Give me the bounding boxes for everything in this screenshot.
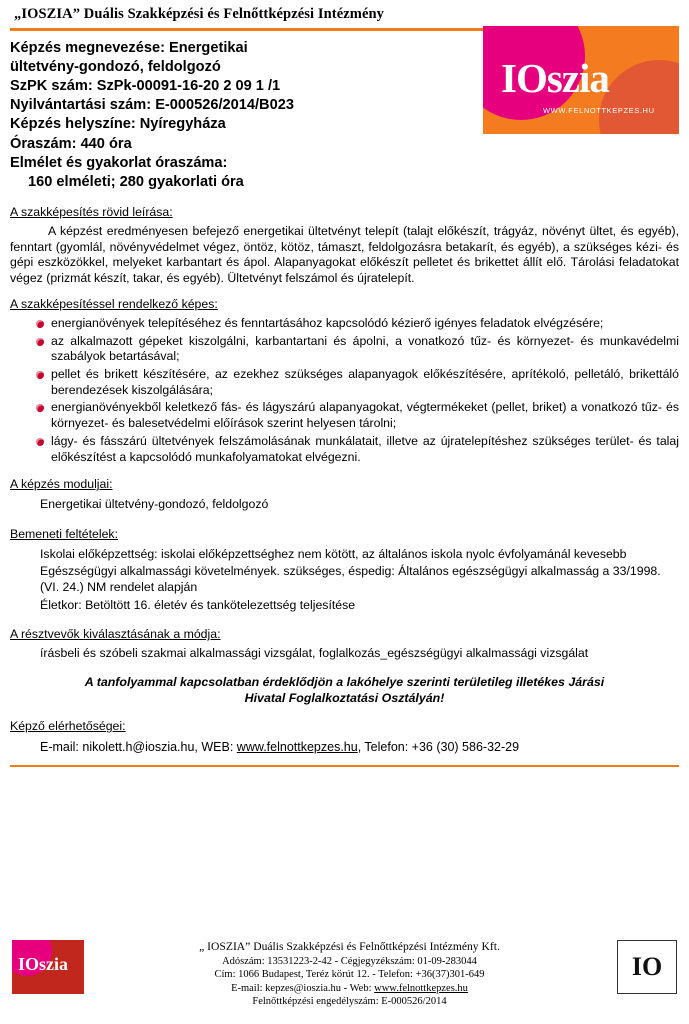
notice-line-1: A tanfolyammal kapcsolatban érdeklődjön a lakóhelye szerinti területileg illetékes Járási [84,675,605,690]
competence-text: energianövények telepítéséhez és fenntartásához kapcsolódó kézierő igényes feladatok elvégzésére; [51,315,604,330]
competence-text: az alkalmazott gépeket kiszolgálni, karbantartani és ápolni, a vonatkozó tűz- és környezet- és munkavédelmi szabályok betartásával; [51,333,679,364]
list-item [38,400,679,431]
footer-company-name: „ IOSZIA” Duális Szakképzési és Felnőttképzési Intézmény Kft. [199,940,500,953]
entry-condition-age: Életkor: Betöltött 16. életév és tankötelezettség teljesítése [40,597,356,612]
contact-phone-text: , Telefon: +36 (30) 586-32-29 [357,740,520,755]
footer-email-web [100,982,599,995]
competence-text: lágy- és fásszárú ültetvények felszámolásának munkálatait, illetve az újratelepítéshez szükséges terület- és talaj előkészítést a kapcsolódó munkafolyamatokat elvégezni. [51,433,679,464]
footer-email-text: E-mail: kepzes@ioszia.hu - Web: [231,982,375,994]
course-summary-block [10,39,480,192]
footer-license-number: Felnőttképzési engedélyszám: E-000526/2014 [252,996,447,1008]
list-item [38,316,679,332]
competences-list [10,316,679,466]
footer-tax-number: Adószám: 13531223-2-42 - Cégjegyzékszám: 01-09-283044 [222,955,477,967]
theory-practice-heading: Elmélet és gyakorlat óraszáma: [10,154,228,171]
selection-method-heading: A résztvevők kiválasztásának a módja: [10,627,221,642]
registration-number: Nyilvántartási szám: E-000526/2014/B023 [10,97,294,114]
competence-text: energianövényekből keletkező fás- és lágyszárú alapanyagokat, végtermékeket (pellet, briket) a vonatkozó tűz- és környezet- és balesetvédelmi előírások szerint helyesen tárolni; [51,400,679,431]
footer-io-text: IO [631,952,663,981]
document-header [10,0,679,26]
entry-conditions-heading: Bemeneti feltételek: [10,526,119,541]
entry-condition-health: Egészségügyi alkalmassági követelmények. szükséges, éspedig: Általános egészségügyi alkalmasság a 33/1998. (VI. 24.) NM rendelet alapján [40,564,661,595]
list-item [38,334,679,365]
footer-logo-wordmark: IOszia [18,954,69,974]
course-name-line-2: ültetvény-gondozó, feldolgozó [10,59,221,76]
notice-line-2: Hivatal Foglalkoztatási Osztályán! [244,691,445,706]
short-description-body: A képzést eredményesen befejező energetikai ültetvényt telepít (talajt előkészít, trágyáz, növényt ültet, és egyéb), fenntart (gyomlál, növényvédelmet végez, öntöz, kötöz, támaszt, feldolgozásra betakarít, és egyéb), a szükséges kézi- és gépi eszközökkel, melyeket karbantart és ápol. Alapanyagokat előkészít pelletet és brikettet állít elő. Tárolási feladatokat végez (prizmát készít, takar, és egyéb). Ültetvényt felszámol és újratelepít. [10,223,679,286]
module-item: Energetikai ültetvény-gondozó, feldolgozó [40,497,269,512]
logo-wordmark: IOszia [501,55,609,101]
footer-web-link[interactable]: www.felnottkepzes.hu [374,982,468,994]
course-name-line-1: Képzés megnevezése: Energetikai [10,40,248,56]
competences-heading: A szakképesítéssel rendelkező képes: [10,296,218,311]
short-description-text [10,224,679,287]
document-footer [10,940,679,1016]
contact-web-link[interactable]: www.felnottkepzes.hu [236,740,358,755]
footer-divider [10,765,679,767]
logo-circle-shadow [599,60,679,134]
list-item [38,434,679,465]
modules-block [10,496,679,512]
total-hours: Óraszám: 440 óra [10,135,132,152]
footer-company-info [100,940,599,1009]
footer-ioszia-logo [12,940,84,994]
modules-heading: A képzés moduljai: [10,477,113,492]
list-item [38,367,679,398]
theory-practice-hours: 160 elméleti; 280 gyakorlati óra [28,173,244,190]
contact-details [10,740,679,754]
ioszia-logo [483,26,679,134]
short-description-heading: A szakképesítés rövid leírása: [10,204,173,219]
entry-condition-education: Iskolai előképzettség: iskolai előképzettséghez nem kötött, az általános iskola nyolc évfolyamánál kevesebb [40,546,627,561]
notice-block [10,674,679,706]
footer-io-logo [617,940,677,994]
footer-address: Cím: 1066 Budapest, Teréz körút 12. - Telefon: +36(37)301-649 [214,969,485,981]
logo-url-text: WWW.FELNOTTKEPZES.HU [543,106,655,115]
institute-title: „IOSZIA” Duális Szakképzési és Felnőttképzési Intézmény [14,6,385,22]
entry-conditions-block [10,546,679,613]
contact-heading: Képző elérhetőségei: [10,719,126,734]
contact-email-text: E-mail: nikolett.h@ioszia.hu, WEB: [40,740,237,755]
competence-text: pellet és brikett készítésére, az ezekhez szükséges alapanyagok előkészítésére, aprítékoló, pelletáló, brikettáló berendezések kiszolgálására; [51,367,679,397]
szpk-number: SzPK szám: SzPk-00091-16-20 2 09 1 /1 [10,78,281,95]
selection-method-text: írásbeli és szóbeli szakmai alkalmassági vizsgálat, foglalkozás_egészségügyi alkalmassági vizsgálat [40,646,589,661]
training-location: Képzés helyszíne: Nyíregyháza [10,116,226,133]
